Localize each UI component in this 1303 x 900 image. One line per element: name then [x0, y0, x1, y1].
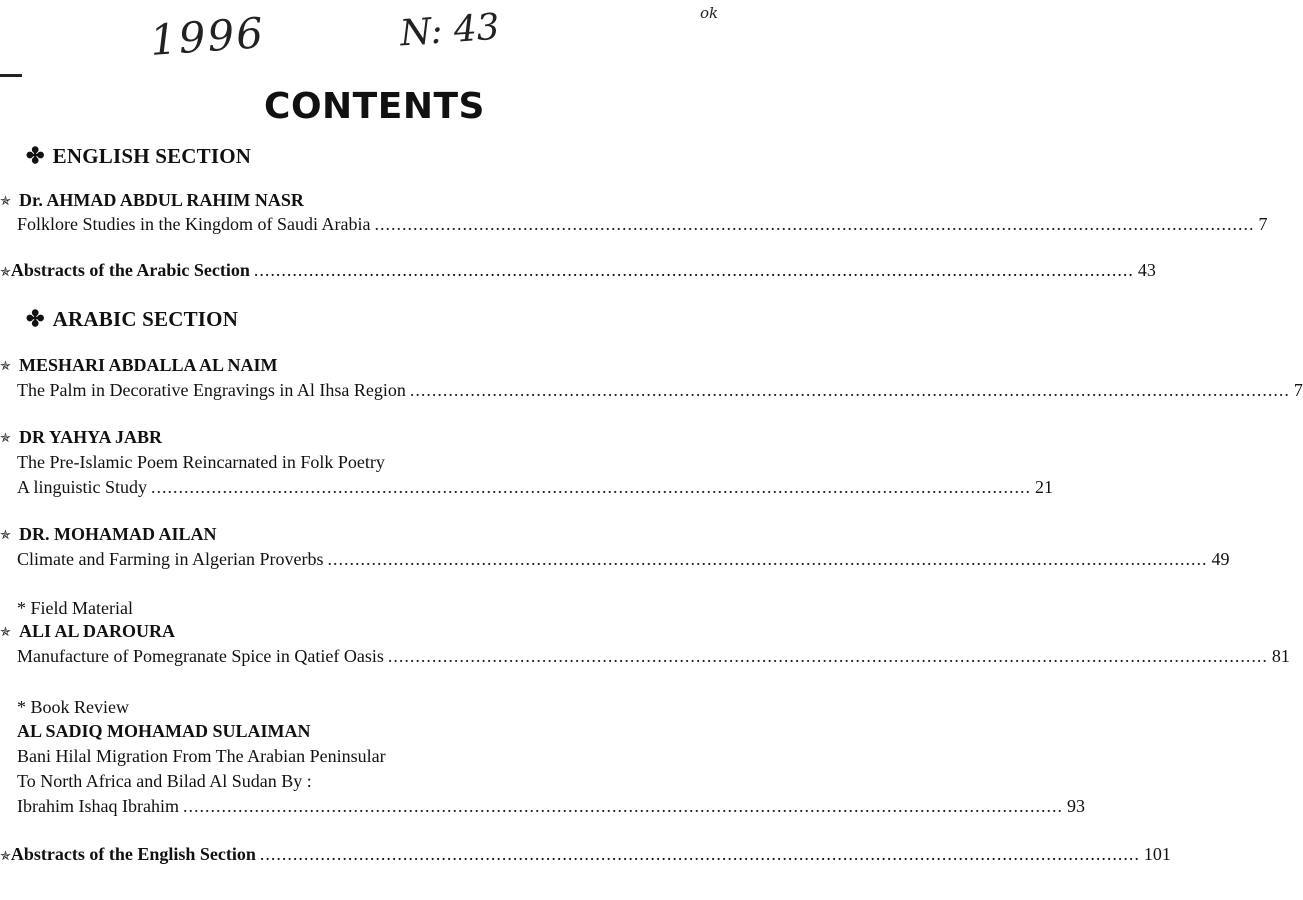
article-title: Folklore Studies in the Kingdom of Saudi Arabia — [17, 214, 371, 234]
dot-leader: ................................................................................................................................................................ — [409, 380, 1290, 400]
section-label: ARABIC SECTION — [52, 306, 239, 331]
article-title: Abstracts of the English Section — [10, 844, 256, 864]
handwritten-year: 1996 — [148, 8, 267, 65]
dot-leader: ................................................................................................................................................................ — [327, 549, 1208, 569]
article-title: Manufacture of Pomegranate Spice in Qatief Oasis — [17, 646, 384, 666]
star-bullet-icon: ✯ — [0, 192, 11, 208]
article-title-line: Bani Hilal Migration From The Arabian Peninsular — [17, 746, 386, 766]
star-bullet-icon: ✯ — [0, 848, 11, 863]
toc-line-palm-engravings[interactable] — [17, 380, 1303, 401]
dot-leader: ................................................................................................................................................................ — [387, 646, 1268, 666]
dot-leader: ................................................................................................................................................................ — [374, 214, 1255, 234]
page-number: 43 — [1137, 260, 1156, 280]
author-name: Dr. AHMAD ABDUL RAHIM NASR — [19, 190, 304, 210]
toc-line-abstracts-arabic[interactable] — [0, 260, 1156, 281]
dot-leader: ................................................................................................................................................................ — [182, 796, 1063, 816]
scan-edge-mark — [0, 74, 22, 77]
entry-author-jabr — [0, 427, 162, 448]
author-name: DR. MOHAMAD AILAN — [19, 524, 217, 544]
article-title-line: To North Africa and Bilad Al Sudan By : — [17, 771, 312, 791]
article-title: A linguistic Study — [17, 477, 148, 497]
handwritten-corner-mark: ok — [700, 4, 719, 22]
dot-leader: ................................................................................................................................................................ — [151, 477, 1032, 497]
arabic-section-heading — [26, 306, 238, 332]
star-bullet-icon: ✯ — [0, 623, 11, 639]
page-title: CONTENTS — [264, 86, 485, 127]
page-number: 101 — [1143, 844, 1171, 864]
dot-leader: ................................................................................................................................................................ — [259, 844, 1140, 864]
english-section-heading — [26, 143, 251, 169]
toc-line-abstracts-english[interactable] — [0, 844, 1171, 865]
section-label: ENGLISH SECTION — [52, 143, 252, 168]
article-title-line: The Pre-Islamic Poem Reincarnated in Folk Poetry — [17, 452, 385, 472]
four-petal-flower-icon: ✤ — [26, 143, 45, 168]
page-number: 7 — [1258, 214, 1268, 234]
author-name: MESHARI ABDALLA AL NAIM — [19, 355, 278, 375]
star-bullet-icon: ✯ — [0, 357, 11, 373]
page-number: 21 — [1035, 477, 1054, 497]
star-bullet-icon: ✯ — [0, 264, 11, 279]
star-bullet-icon: ✯ — [0, 429, 11, 445]
page-number: 93 — [1066, 796, 1085, 816]
author-name: DR YAHYA JABR — [19, 427, 163, 447]
page-number: 7 — [1293, 380, 1303, 400]
page-number: 81 — [1271, 646, 1290, 666]
book-review-note: * Book Review — [17, 697, 129, 717]
entry-author-nasr — [0, 190, 304, 211]
author-name: ALI AL DAROURA — [19, 621, 176, 641]
entry-author-daroura — [0, 621, 175, 642]
dot-leader: ................................................................................................................................................................ — [253, 260, 1134, 280]
article-title: Ibrahim Ishaq Ibrahim — [17, 796, 179, 816]
page-number: 49 — [1211, 549, 1230, 569]
toc-line-folklore-studies[interactable] — [17, 214, 1268, 235]
toc-line-linguistic-study[interactable] — [17, 477, 1054, 498]
star-bullet-icon: ✯ — [0, 526, 11, 542]
handwritten-issue-number: N: 43 — [398, 6, 501, 55]
article-title: The Palm in Decorative Engravings in Al Ihsa Region — [17, 380, 406, 400]
toc-line-algerian-proverbs[interactable] — [17, 549, 1230, 570]
toc-line-pomegranate-spice[interactable] — [17, 646, 1290, 667]
four-petal-flower-icon: ✤ — [26, 306, 45, 331]
toc-line-bani-hilal[interactable] — [17, 796, 1085, 817]
entry-author-ailan — [0, 524, 217, 545]
entry-author-al-naim — [0, 355, 278, 376]
article-title: Abstracts of the Arabic Section — [10, 260, 250, 280]
field-material-note: * Field Material — [17, 598, 133, 618]
article-title: Climate and Farming in Algerian Proverbs — [17, 549, 324, 569]
entry-author-sulaiman: AL SADIQ MOHAMAD SULAIMAN — [17, 721, 311, 741]
